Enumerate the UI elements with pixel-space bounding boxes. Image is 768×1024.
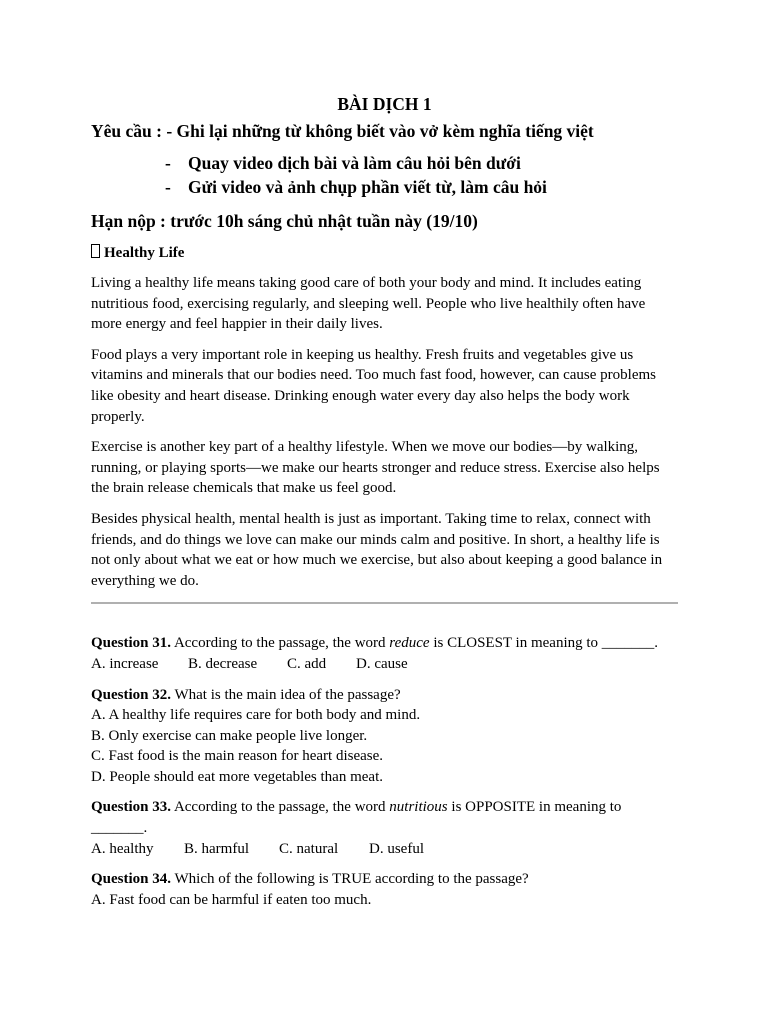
document-title: BÀI DỊCH 1 <box>337 94 432 114</box>
bullet-dash: - <box>165 153 171 173</box>
question-32-text <box>91 685 678 706</box>
question-text-part: According to the passage, the word <box>171 635 390 652</box>
option-b: B. harmful <box>184 840 249 857</box>
question-33-options <box>91 839 678 860</box>
question-number: Question 34. <box>91 871 172 888</box>
article-paragraph: Food plays a very important role in keeping us healthy. Fresh fruits and vegetables give us vitamins and minerals that our bodies need. Too much fast food, however, can cause problems like obesity and heart disease. Drinking enough water every day also helps the body work properly. <box>91 346 657 425</box>
option-b: B. decrease <box>188 655 258 672</box>
requirement-line: Yêu cầu : - Ghi lại những từ không biết vào vở kèm nghĩa tiếng việt <box>91 121 594 141</box>
option-b: B. Only exercise can make people live longer. <box>91 727 368 744</box>
missing-glyph-box-icon <box>91 244 100 258</box>
article-paragraph: Exercise is another key part of a healthy lifestyle. When we move our bodies—by walking, running, or playing sports—we make our hearts stronger and reduce stress. Exercise also helps the brain release chemicals that make us feel good. <box>91 439 660 497</box>
section-divider <box>91 602 678 604</box>
question-32 <box>91 685 678 788</box>
question-31-options <box>91 654 678 675</box>
option-a: A. Fast food can be harmful if eaten too much. <box>91 891 372 908</box>
deadline-line: Hạn nộp : trước 10h sáng chủ nhật tuần này (19/10) <box>91 211 478 231</box>
question-34-text <box>91 869 678 890</box>
question-text-part: Which of the following is TRUE according to the passage? <box>171 871 529 888</box>
article-heading <box>91 243 678 263</box>
question-keyword: nutritious <box>389 799 448 816</box>
requirement-item-text: Gửi video và ảnh chụp phần viết từ, làm câu hỏi <box>188 177 547 197</box>
question-31 <box>91 633 678 674</box>
question-31-text <box>91 633 678 654</box>
article-paragraph: Living a healthy life means taking good care of both your body and mind. It includes eating nutritious food, exercising regularly, and sleeping well. People who live healthily often have more energy and feel happier in their daily lives. <box>91 275 646 333</box>
option-a: A. healthy <box>91 840 154 857</box>
requirement-item <box>91 175 678 199</box>
requirement-item-text: Quay video dịch bài và làm câu hỏi bên dưới <box>188 153 521 173</box>
option-d: D. useful <box>369 840 424 857</box>
question-text-part: is CLOSEST in meaning to _______. <box>429 635 659 652</box>
question-text-part: According to the passage, the word <box>171 799 390 816</box>
option-c: C. add <box>287 655 327 672</box>
requirement-item <box>91 151 678 175</box>
option-d: D. People should eat more vegetables than meat. <box>91 768 383 785</box>
option-a: A. A healthy life requires care for both body and mind. <box>91 707 421 724</box>
question-number: Question 32. <box>91 686 172 703</box>
question-text-part: is OPPOSITE in meaning to _______. <box>91 799 622 837</box>
bullet-dash: - <box>165 177 171 197</box>
option-c: C. Fast food is the main reason for heart disease. <box>91 748 384 765</box>
option-d: D. cause <box>356 655 408 672</box>
document-page <box>91 92 678 910</box>
question-keyword: reduce <box>389 635 430 652</box>
requirement-list <box>91 151 678 199</box>
option-c: C. natural <box>279 840 339 857</box>
question-number: Question 31. <box>91 635 172 652</box>
article-heading-text: Healthy Life <box>104 245 185 261</box>
article-paragraph: Besides physical health, mental health is just as important. Taking time to relax, connect with friends, and do things we love can make our minds calm and positive. In short, a healthy life is not only about what we eat or how much we exercise, but also about keeping a good balance in everything we do. <box>91 510 663 589</box>
option-a: A. increase <box>91 655 159 672</box>
question-33 <box>91 797 678 859</box>
question-number: Question 33. <box>91 799 172 816</box>
question-34 <box>91 869 678 910</box>
question-33-text <box>91 797 678 838</box>
question-text-part: What is the main idea of the passage? <box>171 686 401 703</box>
